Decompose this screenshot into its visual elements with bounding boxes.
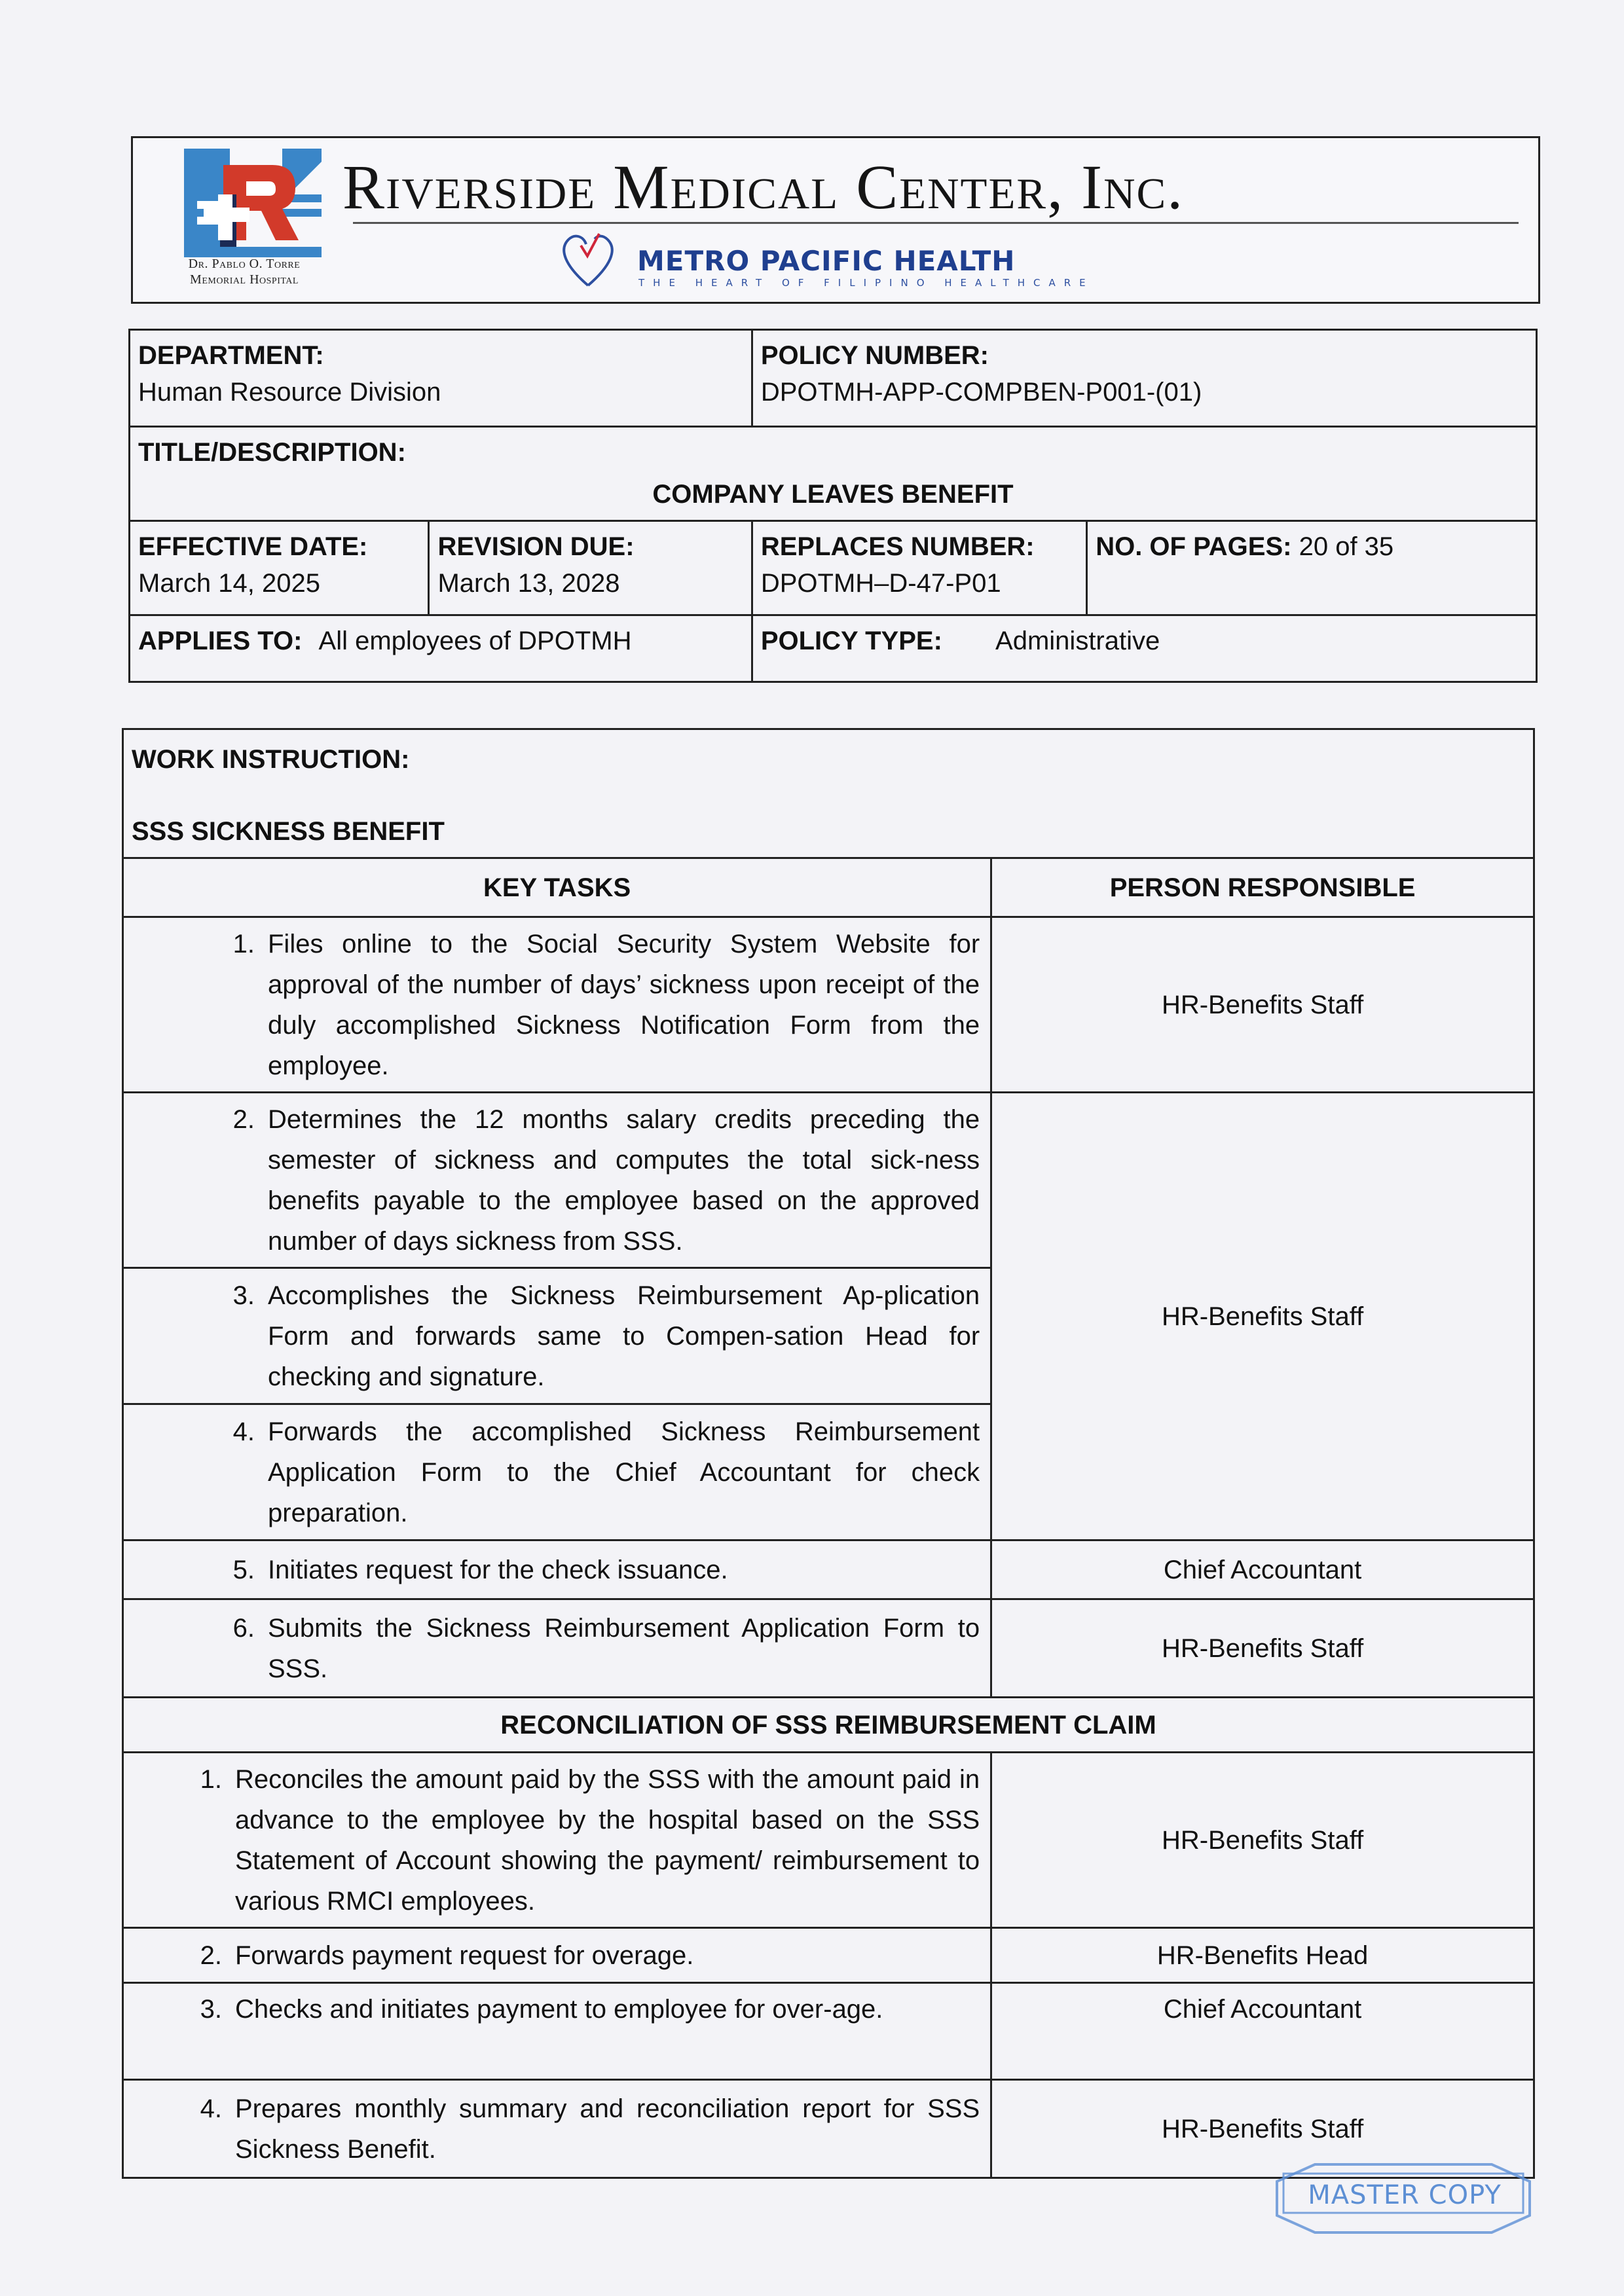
person-responsible: HR-Benefits Staff — [991, 1093, 1534, 1540]
policy-type-value: Administrative — [995, 627, 1160, 655]
table-row — [123, 1540, 1534, 1599]
task-cell — [123, 1983, 991, 2080]
task-cell — [123, 1404, 991, 1540]
heart-icon — [559, 230, 618, 289]
task-number: 4. — [232, 1417, 255, 1446]
work-instruction-header — [123, 729, 1534, 858]
title-cell — [130, 427, 1537, 521]
task-text: Forwards payment request for overage. — [235, 1941, 694, 1970]
task-text: Determines the 12 months salary credits preceding the semester of sickness and computes the total sick-ness benefits payable to the employee based on the approved number of days sickness from SSS. — [268, 1104, 980, 1256]
person-responsible: Chief Accountant — [991, 1540, 1534, 1599]
revision-due-label: REVISION DUE: — [437, 532, 635, 561]
effective-date-cell — [130, 521, 429, 615]
column-header-key-tasks: KEY TASKS — [123, 858, 991, 917]
header-divider — [353, 222, 1519, 224]
department-value: Human Resource Division — [138, 378, 441, 407]
task-text: Checks and initiates payment to employee for over-age. — [235, 1995, 883, 2024]
task-text: Submits the Sickness Reimbursement Application Form to SSS. — [268, 1613, 980, 1683]
pages-value: 20 of 35 — [1299, 532, 1394, 561]
effective-date-value: March 14, 2025 — [138, 569, 320, 598]
task-number: 1. — [232, 929, 255, 958]
replaces-number-value: DPOTMH–D-47-P01 — [760, 569, 1001, 598]
master-copy-stamp-text: MASTER COPY — [1308, 2180, 1502, 2210]
applies-to-label: APPLIES TO: — [138, 627, 303, 655]
applies-to-value: All employees of DPOTMH — [318, 627, 632, 655]
task-cell — [123, 1268, 991, 1404]
policy-number-cell — [752, 330, 1536, 427]
table-row — [123, 1093, 1534, 1268]
table-row — [123, 1753, 1534, 1928]
task-text: Forwards the accomplished Sickness Reimbursement Application Form to the Chief Accountant for check preparation. — [268, 1417, 980, 1527]
section-heading: SSS SICKNESS BENEFIT — [132, 817, 445, 846]
revision-due-cell — [429, 521, 752, 615]
person-responsible: HR-Benefits Staff — [991, 2080, 1534, 2178]
task-number: 3. — [232, 1281, 255, 1310]
task-number: 4. — [200, 2094, 222, 2123]
partner-name: METRO PACIFIC HEALTH — [637, 245, 1016, 277]
title-value: COMPANY LEAVES BENEFIT — [652, 480, 1014, 509]
task-number: 1. — [200, 1764, 222, 1794]
replaces-number-cell — [752, 521, 1086, 615]
person-responsible: HR-Benefits Head — [991, 1928, 1534, 1983]
table-row — [123, 1983, 1534, 2080]
policy-number-label: POLICY NUMBER: — [760, 341, 989, 370]
task-cell — [123, 1599, 991, 1698]
task-cell — [123, 917, 991, 1093]
company-name: Riverside Medical Center, Inc. — [342, 152, 1185, 222]
task-number: 2. — [232, 1104, 255, 1134]
logo-caption-line1: Dr. Pablo O. Torre — [188, 257, 301, 271]
person-responsible: HR-Benefits Staff — [991, 917, 1534, 1093]
task-number: 3. — [200, 1995, 222, 2024]
task-cell — [123, 1093, 991, 1268]
task-text: Accomplishes the Sickness Reimbursement Ap-plication Form and forwards same to Compen-sation Head for checking and signature. — [268, 1281, 980, 1391]
title-label: TITLE/DESCRIPTION: — [138, 438, 406, 467]
task-number: 5. — [232, 1555, 255, 1584]
task-cell — [123, 1540, 991, 1599]
table-row — [123, 1928, 1534, 1983]
logo-caption — [133, 256, 356, 287]
work-instruction-table — [122, 728, 1535, 2179]
task-cell — [123, 2080, 991, 2178]
letterhead — [131, 136, 1540, 304]
person-responsible: HR-Benefits Staff — [991, 1753, 1534, 1928]
partner-tagline: THE HEART OF FILIPINO HEALTHCARE — [638, 277, 1094, 289]
policy-type-label: POLICY TYPE: — [760, 627, 942, 655]
effective-date-label: EFFECTIVE DATE: — [138, 532, 368, 561]
reconciliation-section-title: RECONCILIATION OF SSS REIMBURSEMENT CLAIM — [123, 1698, 1534, 1753]
revision-due-value: March 13, 2028 — [437, 569, 620, 598]
hospital-logo-icon — [184, 149, 322, 260]
task-text: Initiates request for the check issuance. — [268, 1555, 728, 1584]
policy-info-table — [128, 329, 1538, 683]
task-text: Prepares monthly summary and reconciliation report for SSS Sickness Benefit. — [235, 2094, 980, 2164]
person-responsible: HR-Benefits Staff — [991, 1599, 1534, 1698]
policy-number-value: DPOTMH-APP-COMPBEN-P001-(01) — [760, 378, 1202, 407]
task-cell — [123, 1928, 991, 1983]
table-row — [123, 917, 1534, 1093]
column-header-person-responsible: PERSON RESPONSIBLE — [991, 858, 1534, 917]
task-number: 6. — [232, 1613, 255, 1643]
task-text: Reconciles the amount paid by the SSS with the amount paid in advance to the employee by the hospital based on the SSS Statement of Account showing the payment/ reimbursement to various RMCI employees. — [235, 1764, 980, 1916]
person-responsible: Chief Accountant — [991, 1983, 1534, 2080]
logo-caption-line2: Memorial Hospital — [190, 272, 299, 287]
department-cell — [130, 330, 752, 427]
task-text: Files online to the Social Security System Website for approval of the number of days’ sickness upon receipt of the duly accomplished Sickness Notification Form from the employee. — [268, 929, 980, 1080]
work-instruction-heading: WORK INSTRUCTION: — [132, 745, 410, 774]
applies-to-cell — [130, 615, 752, 682]
replaces-number-label: REPLACES NUMBER: — [760, 532, 1035, 561]
task-number: 2. — [200, 1941, 222, 1970]
table-row — [123, 1599, 1534, 1698]
pages-cell — [1087, 521, 1537, 615]
pages-label: NO. OF PAGES: — [1096, 532, 1292, 561]
task-cell — [123, 1753, 991, 1928]
department-label: DEPARTMENT: — [138, 341, 324, 370]
policy-type-cell — [752, 615, 1536, 682]
